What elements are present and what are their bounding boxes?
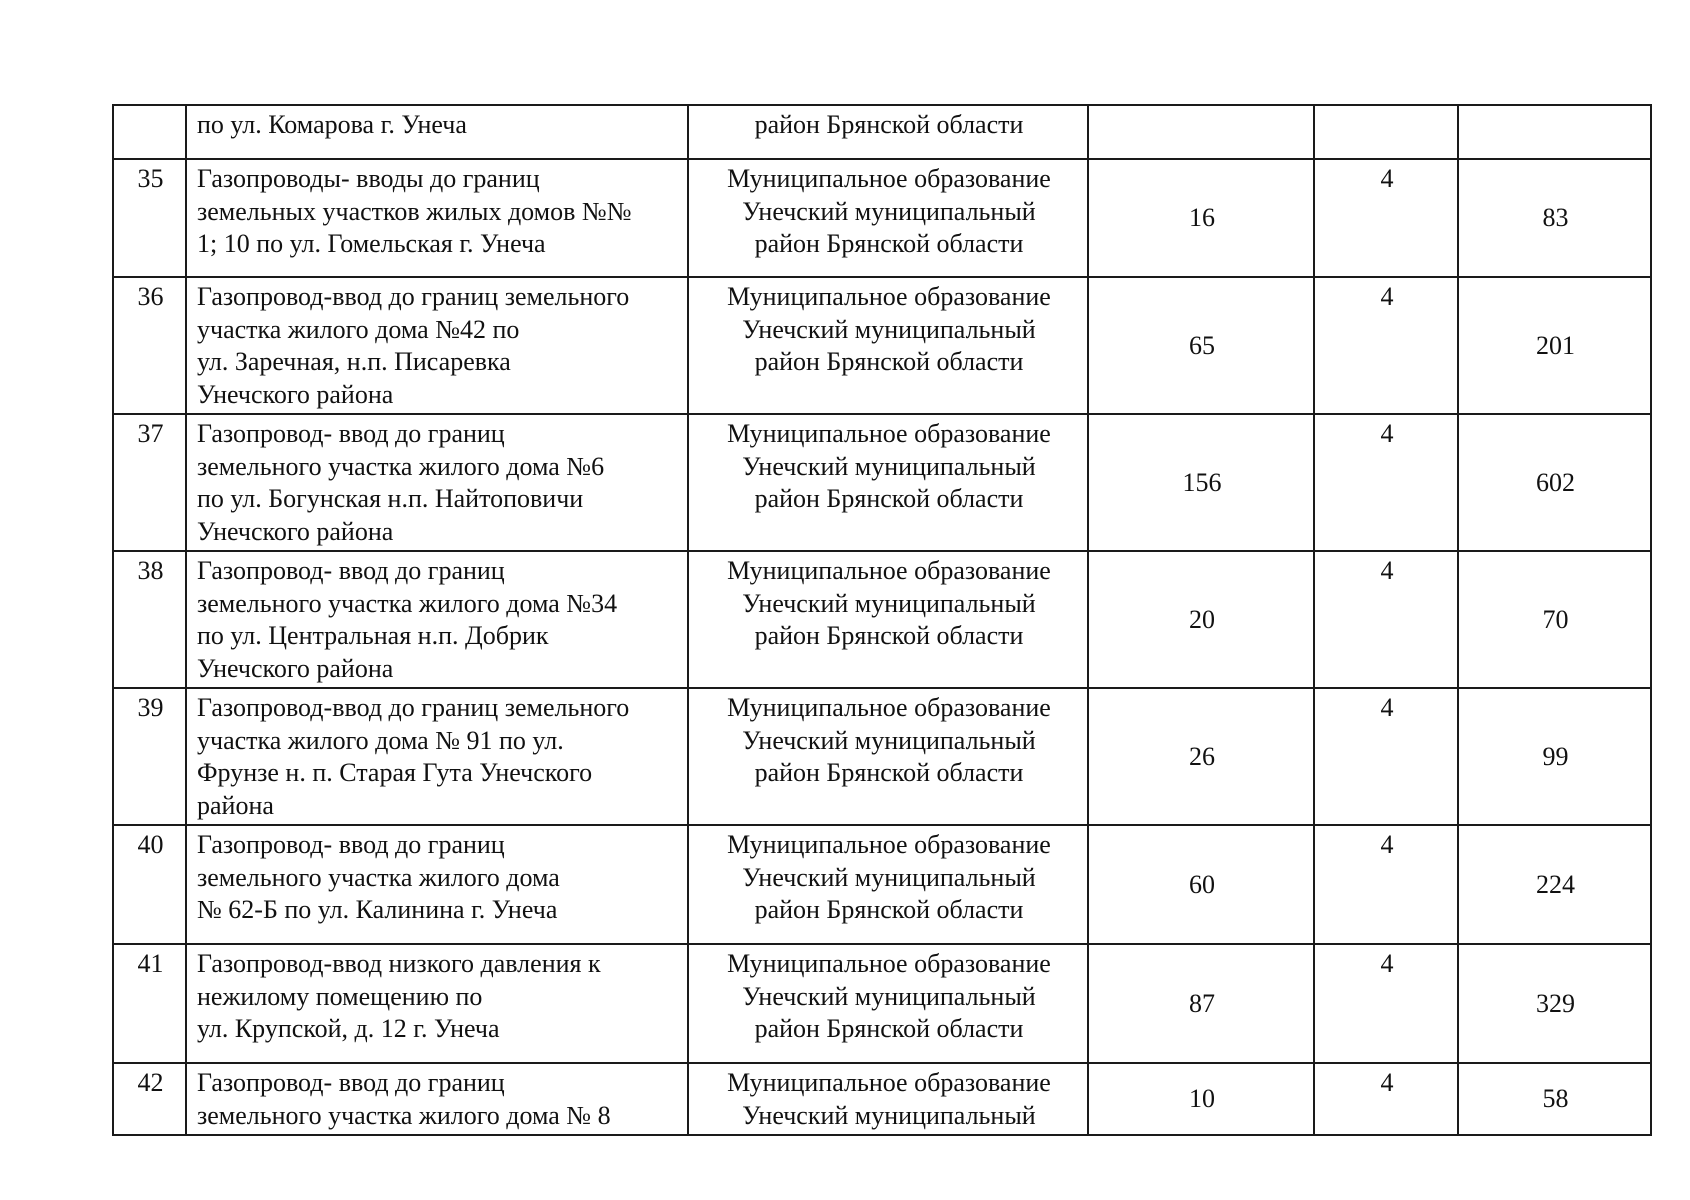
object-name-line: земельного участка жилого дома №34 xyxy=(197,588,618,618)
object-name-line: 1; 10 по ул. Гомельская г. Унеча xyxy=(197,229,546,258)
object-name-line: Газопровод-ввод до границ земельного xyxy=(197,282,630,311)
owner-name: Муниципальное образование Унечский муниципальный район Брянской области xyxy=(688,825,1088,944)
length-cell: 60 xyxy=(1088,825,1314,944)
object-name xyxy=(186,277,688,414)
category-cell: 4 xyxy=(1314,944,1458,1063)
object-name-line: ул. Заречная, н.п. Писаревка xyxy=(197,347,511,376)
object-name-line: земельного участка жилого дома № 8 xyxy=(197,1100,611,1130)
row-number: 36 xyxy=(113,277,186,414)
object-name-line: Газопровод-ввод до границ земельного xyxy=(197,693,630,722)
row-number: 39 xyxy=(113,688,186,825)
owner-name: Муниципальное образование Унечский муниципальный район Брянской области xyxy=(688,551,1088,688)
owner-name: район Брянской области xyxy=(688,105,1088,159)
value-cell: 602 xyxy=(1458,414,1651,551)
owner-name: Муниципальное образование Унечский муниципальный район Брянской области xyxy=(688,944,1088,1063)
object-name-line: Газопровод- ввод до границ xyxy=(197,1068,505,1097)
table-row xyxy=(113,825,1651,944)
object-name xyxy=(186,1063,688,1135)
object-name-line: нежилому помещению по xyxy=(197,981,483,1011)
value-cell: 224 xyxy=(1458,825,1651,944)
category-cell xyxy=(1314,105,1458,159)
owner-name: Муниципальное образование Унечский муниципальный xyxy=(688,1063,1088,1135)
object-name-line: Газопровод- ввод до границ xyxy=(197,830,505,859)
table-row xyxy=(113,105,1651,159)
object-name xyxy=(186,688,688,825)
value-cell xyxy=(1458,105,1651,159)
row-number: 37 xyxy=(113,414,186,551)
object-name xyxy=(186,944,688,1063)
object-name xyxy=(186,551,688,688)
value-cell: 70 xyxy=(1458,551,1651,688)
table-row xyxy=(113,159,1651,277)
owner-name: Муниципальное образование Унечский муниципальный район Брянской области xyxy=(688,414,1088,551)
object-name xyxy=(186,159,688,277)
object-name-line: ул. Крупской, д. 12 г. Унеча xyxy=(197,1014,500,1043)
row-number: 40 xyxy=(113,825,186,944)
length-cell: 87 xyxy=(1088,944,1314,1063)
document-page xyxy=(112,104,1650,1136)
row-number xyxy=(113,105,186,159)
row-number: 41 xyxy=(113,944,186,1063)
object-name-line: района xyxy=(197,790,274,820)
object-name xyxy=(186,105,688,159)
object-name-line: Газопровод-ввод низкого давления к xyxy=(197,949,601,978)
object-name-line: по ул. Богунская н.п. Найтоповичи xyxy=(197,484,584,513)
row-number: 38 xyxy=(113,551,186,688)
table-row xyxy=(113,551,1651,688)
category-cell: 4 xyxy=(1314,1063,1458,1135)
object-name xyxy=(186,414,688,551)
gas-pipeline-table xyxy=(112,104,1652,1136)
table-row xyxy=(113,944,1651,1063)
object-name-line: земельных участков жилых домов №№ xyxy=(197,196,632,226)
length-cell: 65 xyxy=(1088,277,1314,414)
owner-name: Муниципальное образование Унечский муниципальный район Брянской области xyxy=(688,688,1088,825)
value-cell: 99 xyxy=(1458,688,1651,825)
length-cell: 26 xyxy=(1088,688,1314,825)
object-name-line: Газопровод- ввод до границ xyxy=(197,556,505,585)
table-row xyxy=(113,1063,1651,1135)
object-name-line: Газопроводы- вводы до границ xyxy=(197,164,540,193)
length-cell: 16 xyxy=(1088,159,1314,277)
object-name-line: земельного участка жилого дома xyxy=(197,862,560,892)
category-cell: 4 xyxy=(1314,414,1458,551)
length-cell: 20 xyxy=(1088,551,1314,688)
object-name-line: участка жилого дома № 91 по ул. xyxy=(197,725,564,755)
category-cell: 4 xyxy=(1314,159,1458,277)
category-cell: 4 xyxy=(1314,551,1458,688)
value-cell: 201 xyxy=(1458,277,1651,414)
length-cell xyxy=(1088,105,1314,159)
table-row xyxy=(113,414,1651,551)
length-cell: 10 xyxy=(1088,1063,1314,1135)
object-name xyxy=(186,825,688,944)
object-name-line: № 62-Б по ул. Калинина г. Унеча xyxy=(197,895,558,924)
object-name-line: участка жилого дома №42 по xyxy=(197,314,520,344)
value-cell: 329 xyxy=(1458,944,1651,1063)
category-cell: 4 xyxy=(1314,277,1458,414)
object-name-line: Унечского района xyxy=(197,516,394,546)
owner-name: Муниципальное образование Унечский муниципальный район Брянской области xyxy=(688,159,1088,277)
category-cell: 4 xyxy=(1314,825,1458,944)
object-name-line: Унечского района xyxy=(197,653,394,683)
object-name-line: Газопровод- ввод до границ xyxy=(197,419,505,448)
owner-name: Муниципальное образование Унечский муниципальный район Брянской области xyxy=(688,277,1088,414)
object-name-line: Унечского района xyxy=(197,379,394,409)
value-cell: 83 xyxy=(1458,159,1651,277)
row-number: 35 xyxy=(113,159,186,277)
object-name-line: по ул. Центральная н.п. Добрик xyxy=(197,621,549,650)
row-number: 42 xyxy=(113,1063,186,1135)
object-name-line: Фрунзе н. п. Старая Гута Унечского xyxy=(197,758,593,787)
object-name-line: земельного участка жилого дома №6 xyxy=(197,451,605,481)
category-cell: 4 xyxy=(1314,688,1458,825)
length-cell: 156 xyxy=(1088,414,1314,551)
object-name-line: по ул. Комарова г. Унеча xyxy=(197,110,467,139)
table-row xyxy=(113,688,1651,825)
value-cell: 58 xyxy=(1458,1063,1651,1135)
table-row xyxy=(113,277,1651,414)
